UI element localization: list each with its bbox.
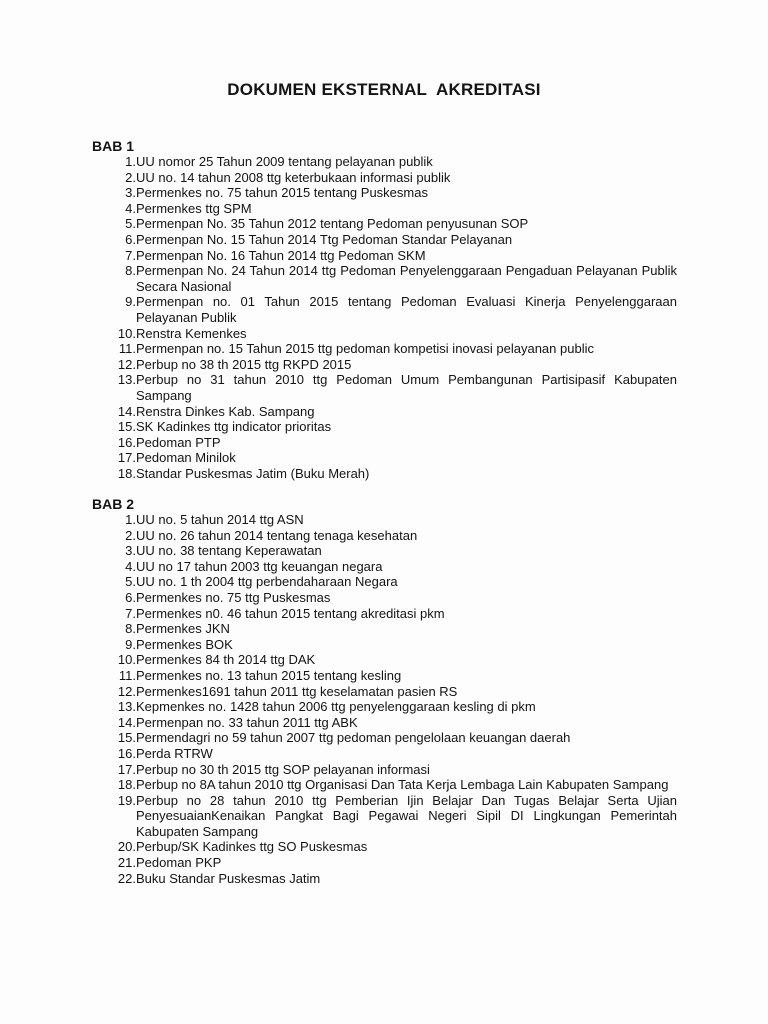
list-item-text: Permendagri no 59 tahun 2007 ttg pedoman pengelolaan keuangan daerah <box>136 730 571 746</box>
list-item <box>92 839 677 855</box>
list-item-number: 4. <box>125 558 136 574</box>
document-title: DOKUMEN EKSTERNAL AKREDITASI <box>227 80 541 99</box>
section-heading: BAB 2 <box>92 496 135 512</box>
list-item-text: Permenkes no. 75 tahun 2015 tentang Puskesmas <box>136 185 428 201</box>
list-item-number: 9. <box>125 636 136 652</box>
list-item-text: Pedoman Minilok <box>136 450 236 466</box>
list-item <box>92 730 677 746</box>
list-item-text: UU no. 38 tentang Keperawatan <box>136 543 322 559</box>
list-item-number: 21. <box>117 855 136 871</box>
list-item-number: 6. <box>125 589 136 605</box>
list-item-text: Permenkes 84 th 2014 ttg DAK <box>136 652 316 668</box>
list-item-number: 3. <box>125 543 136 559</box>
list-item-number: 17. <box>117 761 136 777</box>
list-item-text: Perbup no 31 tahun 2010 ttg Pedoman Umum Pembangunan Partisipasif Kabupaten Sampang <box>136 372 677 403</box>
list-item-number: 15. <box>117 730 136 746</box>
list-item <box>92 185 677 201</box>
list-item-text: UU no. 1 th 2004 ttg perbendaharaan Negara <box>136 574 398 590</box>
list-item <box>92 372 677 403</box>
list-item <box>92 341 677 357</box>
list-item <box>92 294 677 325</box>
list-item <box>92 590 677 606</box>
list-item-text: UU no. 26 tahun 2014 tentang tenaga kesehatan <box>136 527 418 543</box>
list-item-text: Perbup no 38 th 2015 ttg RKPD 2015 <box>136 356 352 372</box>
list-item-text: Permenkes JKN <box>136 621 230 637</box>
list-item-number: 15. <box>117 419 136 435</box>
list-item <box>92 699 677 715</box>
list-item <box>92 684 677 700</box>
list-item-text: Pedoman PKP <box>136 855 222 871</box>
list-item-number: 11. <box>118 341 136 357</box>
list-item-text: UU no. 5 tahun 2014 ttg ASN <box>136 512 304 527</box>
list-item <box>92 435 677 451</box>
document-list <box>92 512 677 886</box>
list-item <box>92 637 677 653</box>
section-bab-2 <box>92 496 677 886</box>
list-item-text: UU no. 14 tahun 2008 ttg keterbukaan informasi publik <box>136 169 451 185</box>
list-item-number: 3. <box>125 185 136 201</box>
list-item <box>92 357 677 373</box>
list-item-text: Standar Puskesmas Jatim (Buku Merah) <box>136 465 370 481</box>
list-item-text: Permenkes BOK <box>136 636 233 652</box>
list-item-text: SK Kadinkes ttg indicator prioritas <box>136 419 332 435</box>
list-item-text: Perbup no 28 tahun 2010 ttg Pemberian Ijin Belajar Dan Tugas Belajar Serta Ujian PenyesuaianKenaikan Pangkat Bagi Pegawai Negeri Sipil DI Lingkungan Pemerintah Kabupaten Sampang <box>136 792 677 839</box>
list-item <box>92 404 677 420</box>
list-item-number: 18. <box>117 465 136 481</box>
list-item <box>92 668 677 684</box>
list-item-number: 13. <box>117 699 136 715</box>
list-item-number: 1. <box>125 512 136 527</box>
list-item <box>92 574 677 590</box>
list-item-number: 7. <box>125 605 136 621</box>
list-item-number: 8. <box>125 263 136 279</box>
list-item <box>92 793 677 840</box>
list-item-text: UU no 17 tahun 2003 ttg keuangan negara <box>136 558 383 574</box>
list-item-text: Permenkes n0. 46 tahun 2015 tentang akreditasi pkm <box>136 605 445 621</box>
list-item-number: 2. <box>125 527 136 543</box>
list-item-text: Permenkes no. 13 tahun 2015 tentang kesling <box>136 667 402 683</box>
list-item-number: 12. <box>117 683 136 699</box>
list-item <box>92 450 677 466</box>
list-item-text: Renstra Kemenkes <box>136 325 247 341</box>
list-item-number: 7. <box>125 247 136 263</box>
list-item-number: 5. <box>125 574 136 590</box>
list-item-text: Perbup no 8A tahun 2010 ttg Organisasi Dan Tata Kerja Lembaga Lain Kabupaten Sampang <box>136 777 669 793</box>
list-item-number: 10. <box>117 325 136 341</box>
section-bab-1 <box>92 138 677 481</box>
list-item-text: Perbup no 30 th 2015 ttg SOP pelayanan informasi <box>136 761 430 777</box>
list-item-number: 13. <box>117 372 136 388</box>
list-item-text: Permenkes ttg SPM <box>136 200 252 216</box>
list-item-number: 4. <box>125 200 136 216</box>
list-item-text: Permenpan No. 16 Tahun 2014 ttg Pedoman SKM <box>136 247 426 263</box>
list-item-number: 20. <box>117 839 136 855</box>
list-item <box>92 528 677 544</box>
list-item <box>92 248 677 264</box>
list-item <box>92 154 677 170</box>
list-item-text: Pedoman PTP <box>136 434 221 450</box>
list-item-number: 14. <box>117 714 136 730</box>
list-item-text: Permenkes no. 75 ttg Puskesmas <box>136 589 331 605</box>
list-item-text: Permenpan No. 24 Tahun 2014 ttg Pedoman Penyelenggaraan Pengaduan Pelayanan Publik Secara Nasional <box>136 263 677 294</box>
list-item-text: Permenpan no. 01 Tahun 2015 tentang Pedoman Evaluasi Kinerja Penyelenggaraan Pelayanan Publik <box>136 294 677 325</box>
list-item-number: 16. <box>117 434 136 450</box>
list-item-number: 17. <box>117 450 136 466</box>
list-item-number: 12. <box>117 356 136 372</box>
list-item <box>92 777 677 793</box>
list-item-text: Renstra Dinkes Kab. Sampang <box>136 403 315 419</box>
list-item <box>92 466 677 482</box>
section-heading: BAB 1 <box>92 138 135 154</box>
list-item-text: Buku Standar Puskesmas Jatim <box>136 870 321 886</box>
list-item-number: 14. <box>117 403 136 419</box>
list-item <box>92 762 677 778</box>
list-item <box>92 855 677 871</box>
list-item <box>92 263 677 294</box>
list-item <box>92 559 677 575</box>
list-item-text: Permenpan no. 33 tahun 2011 ttg ABK <box>136 714 358 730</box>
list-item-number: 18. <box>117 777 136 793</box>
list-item-text: Permenpan No. 15 Tahun 2014 Ttg Pedoman Standar Pelayanan <box>136 231 513 247</box>
list-item-text: Perbup/SK Kadinkes ttg SO Puskesmas <box>136 839 368 855</box>
list-item <box>92 326 677 342</box>
list-item-number: 19. <box>117 792 136 808</box>
list-item-text: Permenpan no. 15 Tahun 2015 ttg pedoman kompetisi inovasi pelayanan public <box>136 341 594 357</box>
list-item <box>92 216 677 232</box>
list-item <box>92 652 677 668</box>
list-item-number: 10. <box>117 652 136 668</box>
list-item <box>92 170 677 186</box>
list-item <box>92 715 677 731</box>
list-item-number: 5. <box>125 216 136 232</box>
list-item-text: Kepmenkes no. 1428 tahun 2006 ttg penyelenggaraan kesling di pkm <box>136 699 536 715</box>
list-item-number: 11. <box>118 667 136 683</box>
list-item <box>92 543 677 559</box>
list-item-number: 8. <box>125 621 136 637</box>
list-item-number: 22. <box>117 870 136 886</box>
list-item-number: 2. <box>125 169 136 185</box>
list-item <box>92 512 677 528</box>
list-item-text: Perda RTRW <box>136 745 213 761</box>
document-list <box>92 154 677 481</box>
list-item <box>92 871 677 887</box>
list-item-text: Permenpan No. 35 Tahun 2012 tentang Pedoman penyusunan SOP <box>136 216 529 232</box>
list-item-number: 16. <box>117 745 136 761</box>
list-item <box>92 621 677 637</box>
list-item <box>92 606 677 622</box>
list-item-number: 6. <box>125 231 136 247</box>
list-item <box>92 232 677 248</box>
list-item-text: Permenkes1691 tahun 2011 ttg keselamatan pasien RS <box>136 683 458 699</box>
list-item-text: UU nomor 25 Tahun 2009 tentang pelayanan publik <box>136 154 433 169</box>
list-item <box>92 201 677 217</box>
list-item <box>92 419 677 435</box>
list-item <box>92 746 677 762</box>
list-item-number: 1. <box>125 154 136 169</box>
list-item-number: 9. <box>125 294 136 310</box>
